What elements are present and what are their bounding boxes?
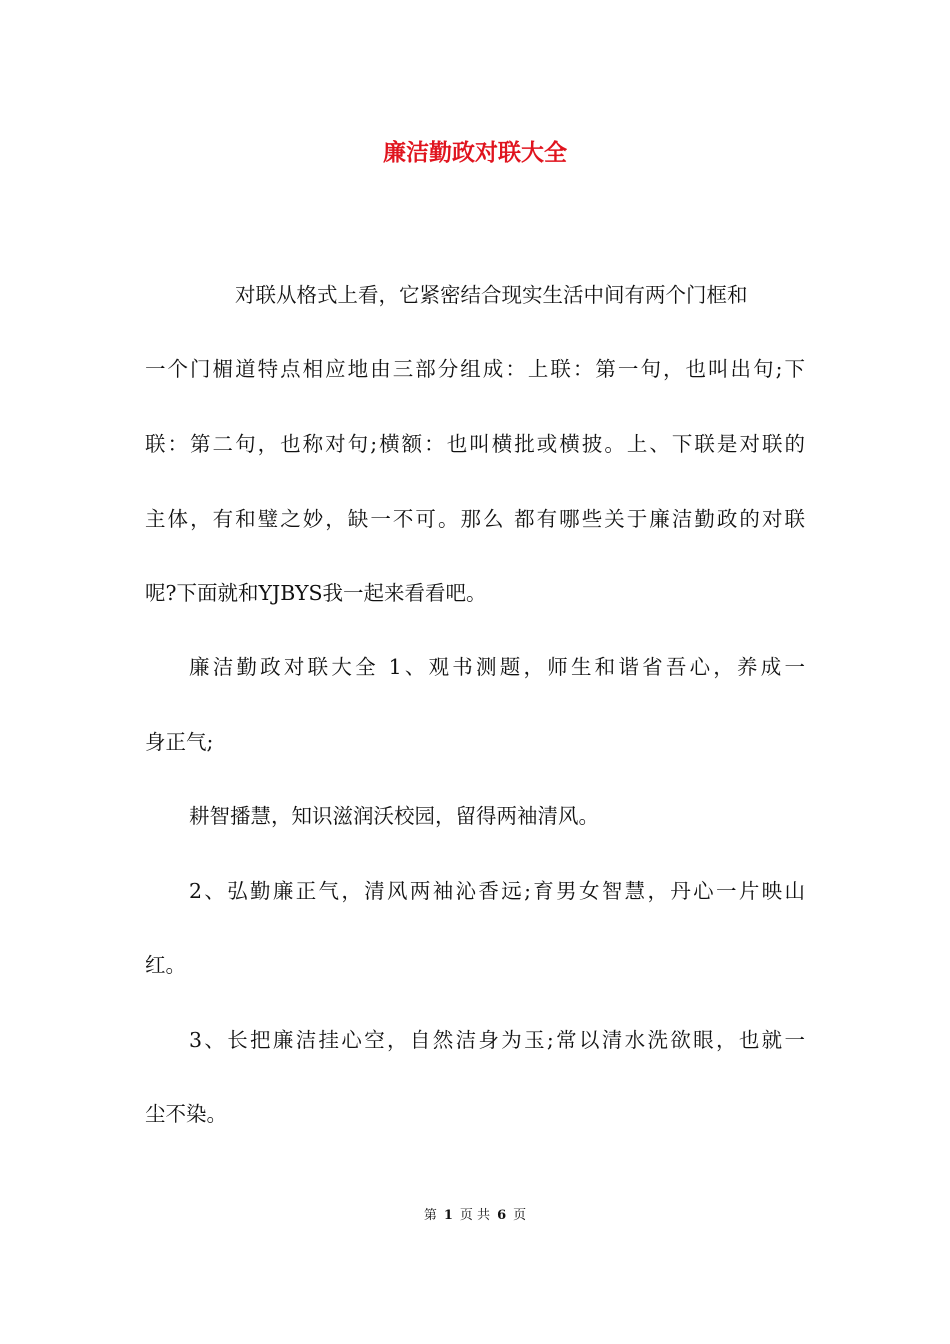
paragraph-line: 身正气; (145, 730, 214, 754)
document-title: 廉洁勤政对联大全 (383, 139, 567, 166)
total-pages-number: 6 (497, 1208, 507, 1223)
paragraph-line: 呢?下面就和YJBYS我一起来看看吧。 (145, 581, 487, 605)
paragraph-line: 对联从格式上看，它紧密结合现实生活中间有两个门框和 (235, 283, 748, 307)
paragraph-line: 红。 (145, 953, 186, 977)
paragraph-line: 2、弘勤廉正气，清风两袖沁香远;育男女智慧，丹心一片映山 (189, 879, 805, 903)
paragraph-line: 联：第二句，也称对句;横额：也叫横批或横披。上、下联是对联的 (145, 432, 805, 456)
footer-middle: 页 共 (459, 1208, 491, 1223)
paragraph-line: 主体，有和璧之妙，缺一不可。那么 都有哪些关于廉洁勤政的对联 (145, 507, 805, 531)
paragraph-line: 一个门楣道特点相应地由三部分组成：上联：第一句，也叫出句;下 (145, 357, 805, 381)
paragraph-line: 廉洁勤政对联大全 1、观书测题，师生和谐省吾心，养成一 (189, 655, 805, 679)
current-page-number: 1 (443, 1208, 453, 1223)
page-footer (0, 1206, 950, 1226)
paragraph-line: 3、长把廉洁挂心空，自然洁身为玉;常以清水洗欲眼，也就一 (189, 1028, 805, 1052)
paragraph-line: 耕智播慧，知识滋润沃校园，留得两袖清风。 (189, 804, 599, 828)
paragraph-line: 尘不染。 (145, 1102, 227, 1126)
footer-prefix: 第 (423, 1208, 437, 1223)
footer-suffix: 页 (513, 1208, 527, 1223)
